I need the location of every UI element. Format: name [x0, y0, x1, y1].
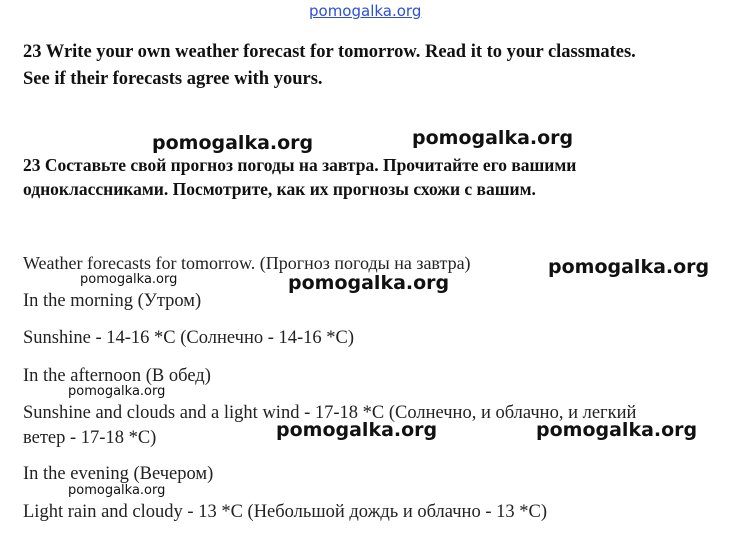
watermark: pomogalka.org: [536, 419, 698, 441]
evening-forecast: Light rain and cloudy - 13 *C (Небольшой дождь и облачно - 13 *C): [23, 502, 547, 522]
afternoon-forecast-line-1: Sunshine and clouds and a light wind - 17-18 *C (Солнечно, и облачно, и легкий: [23, 403, 637, 423]
watermark: pomogalka.org: [68, 384, 166, 399]
watermark: pomogalka.org: [68, 483, 166, 498]
watermark: pomogalka.org: [412, 127, 574, 149]
morning-forecast: Sunshine - 14-16 *C (Солнечно - 14-16 *C): [23, 328, 355, 348]
task-english-line-1: 23 Write your own weather forecast for tomorrow. Read it to your classmates.: [23, 42, 636, 62]
watermark-top-link[interactable]: pomogalka.org: [309, 2, 422, 20]
task-russian-line-1: 23 Составьте свой прогноз погоды на завтра. Прочитайте его вашими: [23, 155, 577, 175]
watermark: pomogalka.org: [276, 419, 438, 441]
evening-label: In the evening (Вечером): [23, 464, 214, 484]
watermark: pomogalka.org: [152, 132, 314, 154]
task-russian-line-2: одноклассниками. Посмотрите, как их прогнозы схожи с вашим.: [23, 179, 536, 199]
task-english-line-2: See if their forecasts agree with yours.: [23, 69, 323, 89]
afternoon-label: In the afternoon (В обед): [23, 366, 211, 386]
answer-heading: Weather forecasts for tomorrow. (Прогноз погоды на завтра): [23, 253, 471, 273]
morning-label: In the morning (Утром): [23, 291, 202, 311]
watermark: pomogalka.org: [288, 272, 450, 294]
afternoon-forecast-line-2: ветер - 17-18 *C): [23, 428, 157, 448]
watermark: pomogalka.org: [548, 256, 710, 278]
watermark: pomogalka.org: [80, 272, 178, 287]
